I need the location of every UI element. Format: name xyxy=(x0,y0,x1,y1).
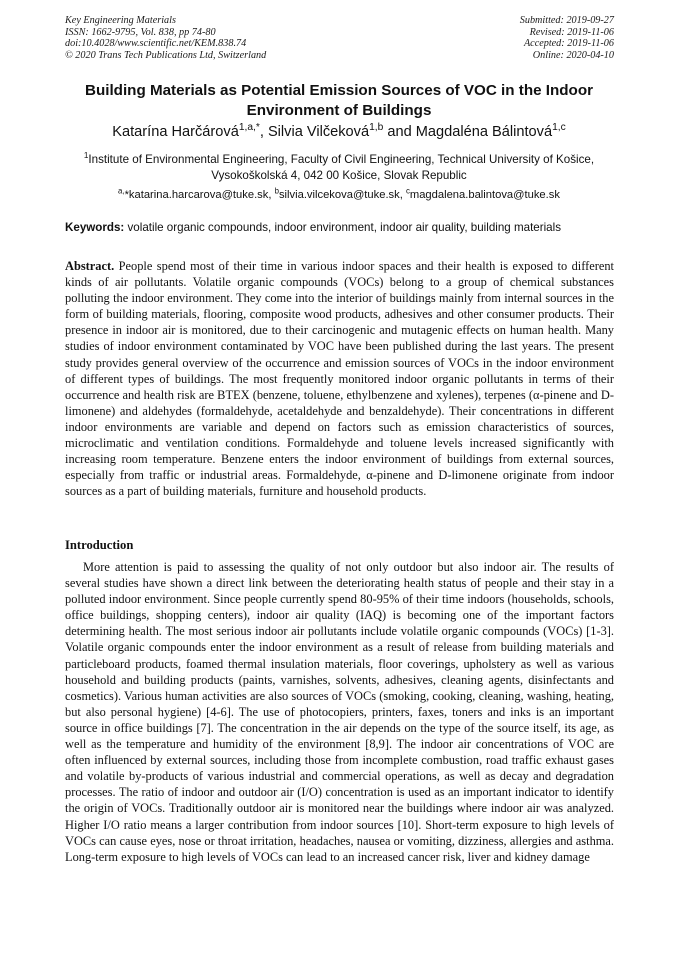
abstract-label: Abstract. xyxy=(65,259,115,273)
author-name: Silvia Vilčeková xyxy=(267,124,370,140)
section-heading-introduction: Introduction xyxy=(65,538,134,552)
author-affiliation-mark: 1,c xyxy=(552,122,566,134)
accepted-date: Accepted: 2019-11-06 xyxy=(523,38,614,50)
journal-doi: doi:10.4028/www.scientific.net/KEM.838.74 xyxy=(65,38,247,50)
submitted-date: Submitted: 2019-09-27 xyxy=(519,15,614,26)
affiliation-text: Institute of Environmental Engineering, Faculty of Civil Engineering, Technical University of Košice, Vysokoškolská 4, 042 00 Košice, Slovak Republic xyxy=(88,153,595,182)
author-name: Magdaléna Bálintová xyxy=(415,124,553,140)
abstract xyxy=(65,258,614,499)
keywords-label: Keywords: xyxy=(65,221,125,234)
paper-title: Building Materials as Potential Emission Sources of VOC in the Indoor Environment of Buildings xyxy=(84,82,594,119)
online-date: Online: 2020-04-10 xyxy=(532,49,614,61)
email-mark: a, xyxy=(118,186,125,196)
revised-date: Revised: 2019-11-06 xyxy=(529,26,614,38)
author-separator: , xyxy=(259,124,268,140)
journal-header-left xyxy=(65,15,266,61)
email-address: *katarina.harcarova@tuke.sk, xyxy=(124,189,275,201)
email-list xyxy=(40,188,638,202)
email-mark: b xyxy=(274,186,279,196)
journal-name: Key Engineering Materials xyxy=(65,15,176,26)
keywords xyxy=(65,220,615,235)
introduction-paragraph: More attention is paid to assessing the quality of not only outdoor but also indoor air. The results of several studies have shown a direct link between the deteriorating health status of people and their stay in a polluted indoor environment. Since people currently spend 80-95% of their time indoors (households, schools, office buildings, shopping centers), indoor air quality (IAQ) is becoming one of the important factors determining health. The most serious indoor air pollutants include volatile organic compounds (VOCs) [1-3]. Volatile organic compounds enter the indoor environment as a result of release from building materials and particleboard products, foamed thermal insulation materials, floor coverings, upholstery as well as various household and building products (paints, varnishes, solvents, adhesives, cleaning agents, disinfectants and cosmetics). Various human activities are also sources of VOCs (smoking, cooking, cleaning, washing, heating, but also personal hygiene) [4-6]. The use of photocopiers, printers, faxes, toners and inks is an important source in office buildings [7]. The concentration in the air depends on the type of the source itself, its age, as well as the temperature and humidity of the environment [8,9]. The indoor air concentrations of VOC are often influenced by external sources, including those from incomplete combustion, road traffic exhaust gases and volatile by-products of various industrial and commercial operations, as well as decay and degradation processes. The ratio of indoor and outdoor air (I/O) concentration is used as an important indicator to identify the origin of VOCs. Traditionally outdoor air is monitored near the buildings where indoor air was analyzed. Higher I/O ratio means a larger contribution from indoor sources [10]. Short-term exposure to high levels of VOCs can cause eyes, nose or throat irritation, headaches, nausea or vomiting, dizziness, allergies and asthma. Long-term exposure to high levels of VOCs can lead to an increased cancer risk, liver and kidney damage xyxy=(65,560,614,864)
affiliation xyxy=(72,152,606,183)
keywords-text: volatile organic compounds, indoor environment, indoor air quality, building materials xyxy=(124,221,561,234)
abstract-text: People spend most of their time in various indoor spaces and their health is exposed to different kinds of air pollutants. Volatile organic compounds (VOCs) belong to a group of chemical substances polluting the indoor environment. They come into the interior of buildings mainly from internal sources in the form of building materials, flooring, composite wood products, adhesives and other consumer products. Their presence in indoor air is monitored, due to their carcinogenic and mutagenic effects on human health. Many studies of indoor environment contaminated by VOC have been published during the last years. The present study provides general overview of the occurrence and emission sources of VOCs in the indoor environment of different types of buildings. The most frequently monitored indoor organic pollutants in terms of their occurrence and health risk are BTEX (benzene, toluene, ethylbenzene and xylenes), terpenes (α-pinene and D-limonene) and aldehydes (formaldehyde, acetaldehyde and benzaldehyde). Their concentrations in different indoor environments are variable and depend on factors such as emission characteristics of sources, microclimatic and ventilation conditions. Formaldehyde and toluene levels increased significantly with increasing room temperature. Benzene enters the indoor environment of buildings from external sources, especially from traffic or industrial areas. Formaldehyde, α-pinene and D-limonene originate from indoor sources as a part of building materials, furniture and household products. xyxy=(65,259,614,499)
email-mark: c xyxy=(405,186,410,196)
author-name: Katarína Harčárová xyxy=(112,124,239,140)
email-address: silvia.vilcekova@tuke.sk, xyxy=(278,189,406,201)
author-affiliation-mark: 1,b xyxy=(369,122,384,134)
email-address: magdalena.balintova@tuke.sk xyxy=(409,189,560,201)
journal-header-right xyxy=(520,15,614,61)
journal-issn: ISSN: 1662-9795, Vol. 838, pp 74-80 xyxy=(65,26,216,38)
journal-copyright: © 2020 Trans Tech Publications Ltd, Switzerland xyxy=(65,49,267,61)
author-list xyxy=(30,123,648,142)
affiliation-mark: 1 xyxy=(83,151,89,161)
author-separator: and xyxy=(383,124,416,140)
author-affiliation-mark: 1,a,* xyxy=(238,122,260,134)
